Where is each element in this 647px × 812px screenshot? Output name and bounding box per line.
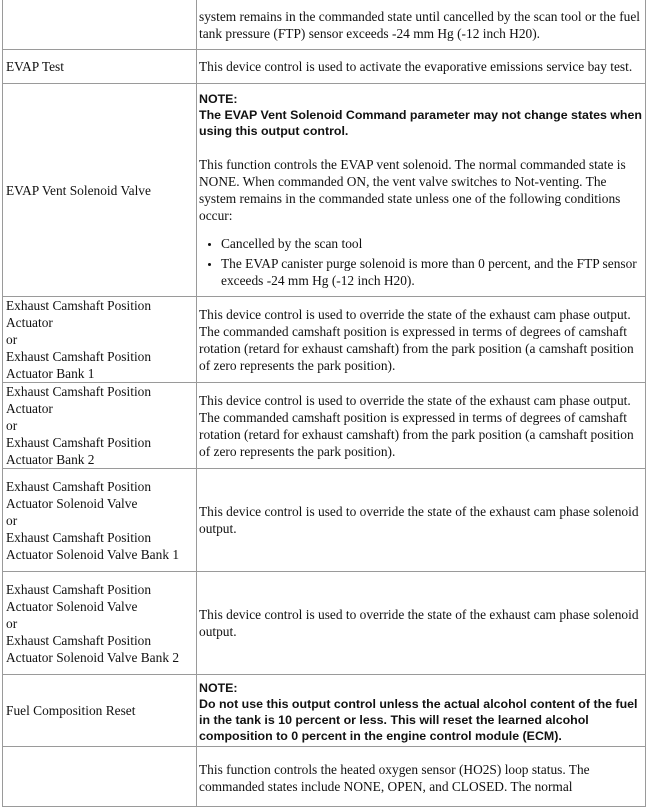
table-row <box>3 675 646 747</box>
description-text: This function controls the EVAP vent solenoid. The normal commanded state is NONE. When commanded ON, the vent valve switches to Not-venting. The system remains in the commanded state unless one of the following conditions occur: <box>199 156 626 223</box>
table-row <box>3 297 646 383</box>
control-name-line: or <box>6 512 18 528</box>
control-name-line: Exhaust Camshaft Position Actuator <box>6 384 152 416</box>
description-text: This device control is used to override the state of the exhaust cam phase solenoid output. <box>199 607 639 639</box>
condition-list <box>199 235 643 289</box>
control-name-cell <box>3 297 197 383</box>
control-name-line: Exhaust Camshaft Position Actuator <box>6 298 152 330</box>
list-item: • The EVAP canister purge solenoid is more than 0 percent, and the FTP sensor exceeds -24 mm Hg (-12 inch H20). <box>221 255 643 289</box>
note-block <box>199 88 643 139</box>
control-name-line: Exhaust Camshaft Position Actuator Solenoid Valve <box>6 581 152 614</box>
control-name-cell: Fuel Composition Reset <box>3 675 197 747</box>
control-name-cell: EVAP Test <box>3 50 197 84</box>
description-text: This device control is used to override the state of the exhaust cam phase output. The commanded camshaft position is expressed in terms of degrees of camshaft rotation (retard for exhaust camshaft) from the park position (a camshaft position of zero represents the park position). <box>199 392 634 459</box>
description-cell <box>197 383 646 469</box>
description-cell <box>197 297 646 383</box>
control-name-line: Exhaust Camshaft Position Actuator Bank 1 <box>6 349 152 381</box>
description-cell <box>197 84 646 297</box>
note-text: The EVAP Vent Solenoid Command parameter may not change states when using this output control. <box>199 107 642 138</box>
control-name-line: Exhaust Camshaft Position Actuator Solenoid Valve <box>6 478 152 511</box>
control-name-line: Exhaust Camshaft Position Actuator Solenoid Valve Bank 2 <box>6 632 180 665</box>
control-name-line: Exhaust Camshaft Position Actuator Bank 2 <box>6 435 152 467</box>
table-row <box>3 383 646 469</box>
control-name-line: or <box>6 332 18 347</box>
control-name-cell: EVAP Vent Solenoid Valve <box>3 84 197 297</box>
description-text: This device control is used to activate the evaporative emissions service bay test. <box>199 59 633 74</box>
control-name-cell <box>3 0 197 50</box>
control-name-cell <box>3 469 197 572</box>
note-text: Do not use this output control unless the actual alcohol content of the fuel in the tank is 10 percent or less. This will reset the learned alcohol composition to 0 percent in the engine control module (ECM). <box>199 697 638 743</box>
note-block <box>199 677 643 744</box>
control-name-line: or <box>6 615 18 631</box>
description-text: This device control is used to override the state of the exhaust cam phase solenoid output. <box>199 504 639 536</box>
table-row <box>3 0 646 50</box>
description-text: system remains in the commanded state until cancelled by the scan tool or the fuel tank pressure (FTP) sensor exceeds -24 mm Hg (-12 inch H20). <box>199 8 641 41</box>
description-text: This device control is used to override the state of the exhaust cam phase output. The commanded camshaft position is expressed in terms of degrees of camshaft rotation (retard for exhaust camshaft) from the park position (a camshaft position of zero represents the park position). <box>199 306 634 373</box>
output-controls-table <box>2 0 646 807</box>
description-cell <box>197 747 646 807</box>
note-title: NOTE: <box>199 91 238 106</box>
description-text: This function controls the heated oxygen sensor (HO2S) loop status. The commanded states include NONE, OPEN, and CLOSED. The normal <box>199 762 590 794</box>
description-cell <box>197 50 646 84</box>
control-name-cell <box>3 747 197 807</box>
table-row <box>3 469 646 572</box>
table-row <box>3 572 646 675</box>
table-row <box>3 84 646 297</box>
note-title: NOTE: <box>199 681 238 695</box>
control-name-line: or <box>6 418 18 433</box>
control-name-cell <box>3 572 197 675</box>
table-row <box>3 747 646 807</box>
description-cell <box>197 0 646 50</box>
control-name-cell <box>3 383 197 469</box>
list-item: • Cancelled by the scan tool <box>221 235 643 252</box>
description-cell <box>197 572 646 675</box>
description-cell <box>197 469 646 572</box>
table-row <box>3 50 646 84</box>
description-cell <box>197 675 646 747</box>
control-name-line: Exhaust Camshaft Position Actuator Solenoid Valve Bank 1 <box>6 529 180 562</box>
